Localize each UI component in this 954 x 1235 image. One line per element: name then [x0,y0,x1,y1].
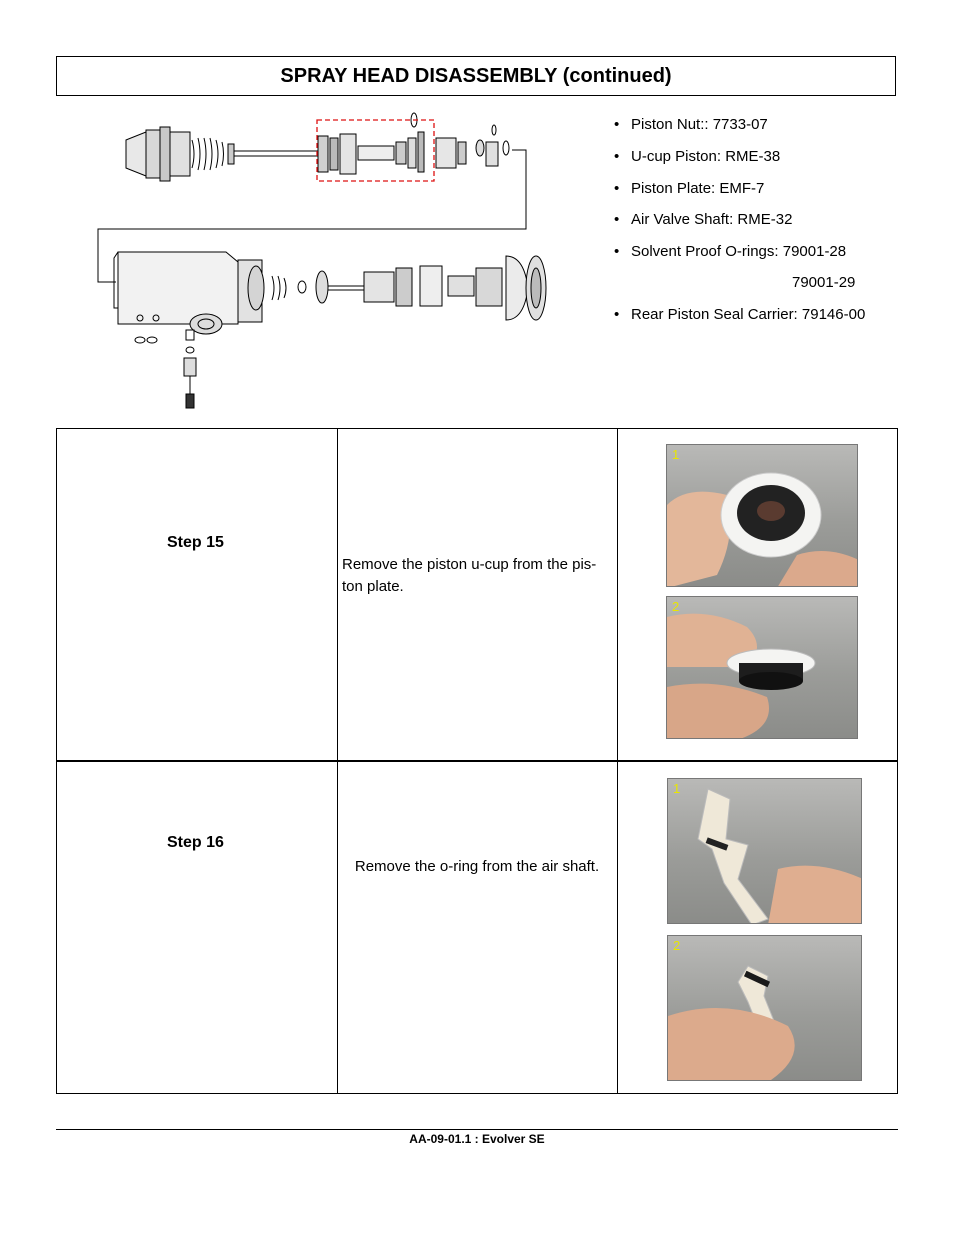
step-description-line: Remove the piston u-cup from the pis- [342,556,597,573]
step-description-line: Remove the o-ring from the air shaft. [354,858,600,875]
step-label: Step 16 [167,834,224,851]
step-description [342,856,612,878]
row-divider [57,760,897,762]
photo-number: 1 [672,447,680,462]
part-text: Piston Nut:: 7733-07 [631,116,768,133]
photo-o-ring-removal-illustration [668,936,862,1081]
part-text: Rear Piston Seal Carrier: 79146-00 [631,306,866,323]
step-description [342,554,612,598]
photo-number: 2 [673,938,681,953]
part-text: U-cup Piston: RME-38 [631,148,781,165]
footer-rule [56,1129,898,1130]
step-description-line: ton plate. [342,578,404,595]
step-photo [666,444,858,587]
step-photo [667,935,862,1081]
bullet: • [614,116,620,133]
footer-text: AA-09-01.1 : Evolver SE [409,1132,545,1146]
photo-air-shaft-illustration [668,779,862,924]
steps-table [56,428,898,1094]
step-photo [666,596,858,739]
page-title: SPRAY HEAD DISASSEMBLY (continued) [280,64,672,87]
bullet: • [614,243,620,260]
part-text: Air Valve Shaft: RME-32 [631,211,793,228]
photo-number: 2 [672,599,680,614]
bullet: • [614,306,620,323]
part-text-extra: 79001-29 [792,274,856,291]
step-photo [667,778,862,924]
photo-u-cup-removal-illustration [667,597,858,739]
parts-list-continuation [792,274,855,291]
bullet: • [614,211,620,228]
exploded-assembly-diagram [96,110,556,415]
bullet: • [614,148,620,165]
page-title-box [56,56,896,96]
bullet: • [614,180,620,197]
step-label: Step 15 [167,534,224,551]
photo-number: 1 [673,781,681,796]
part-text: Solvent Proof O-rings: 79001-28 [631,243,847,260]
photo-u-cup-illustration [667,445,858,587]
part-text: Piston Plate: EMF-7 [631,180,765,197]
